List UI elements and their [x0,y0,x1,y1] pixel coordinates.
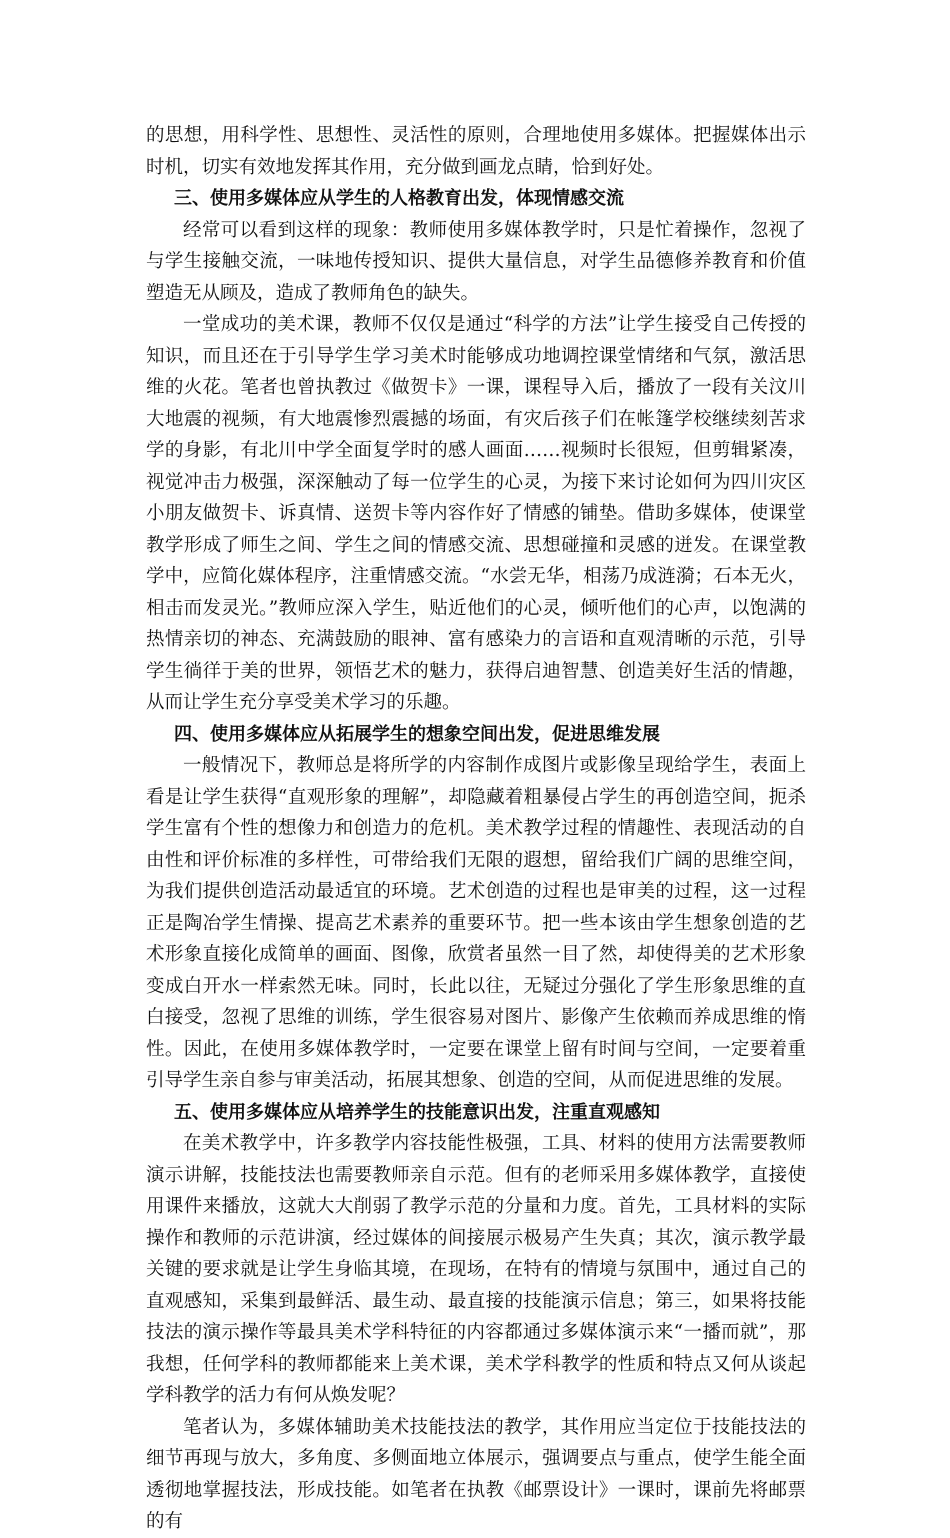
section-heading-5: 五、使用多媒体应从培养学生的技能意识出发，注重直观感知 [174,1101,660,1123]
document-page [146,120,806,1538]
paragraph-4-1: 一般情况下，教师总是将所学的内容制作成图片或影像呈现给学生，表面上看是让学生获得“直观形象的理解”，却隐藏着粗暴侵占学生的再创造空间，扼杀学生富有个性的想像力和创造力的危机。美术教学过程的情趣性、表现活动的自由性和评价标准的多样性，可带给我们无限的遐想，留给我们广阔的思维空间，为我们提供创造活动最适宜的环境。艺术创造的过程也是审美的过程，这一过程正是陶冶学生情操、提高艺术素养的重要环节。把一些本该由学生想象创造的艺术形象直接化成简单的画面、图像，欣赏者虽然一目了然，却使得美的艺术形象变成白开水一样索然无味。同时，长此以往，无疑过分强化了学生形象思维的直白接受，忽视了思维的训练，学生很容易对图片、影像产生依赖而养成思维的惰性。因此，在使用多媒体教学时，一定要在课堂上留有时间与空间，一定要着重引导学生亲自参与审美活动，拓展其想象、创造的空间，从而促进思维的发展。 [146,755,806,1091]
paragraph-3-2: 一堂成功的美术课，教师不仅仅是通过“科学的方法”让学生接受自己传授的知识，而且还在于引导学生学习美术时能够成功地调控课堂情绪和气氛，激活思维的火花。笔者也曾执教过《做贺卡》一课，课程导入后，播放了一段有关汶川大地震的视频，有大地震惨烈震撼的场面，有灾后孩子们在帐篷学校继续刻苦求学的身影，有北川中学全面复学时的感人画面……视频时长很短，但剪辑紧凑，视觉冲击力极强，深深触动了每一位学生的心灵，为接下来讨论如何为四川灾区小朋友做贺卡、诉真情、送贺卡等内容作好了情感的铺垫。借助多媒体，使课堂教学形成了师生之间、学生之间的情感交流、思想碰撞和灵感的迸发。在课堂教学中，应简化媒体程序，注重情感交流。“水尝无华，相荡乃成涟漪；石本无火，相击而发灵光。”教师应深入学生，贴近他们的心灵，倾听他们的心声，以饱满的热情亲切的神态、充满鼓励的眼神、富有感染力的言语和直观清晰的示范，引导学生徜徉于美的世界，领悟艺术的魅力，获得启迪智慧、创造美好生活的情趣，从而让学生充分享受美术学习的乐趣。 [146,314,806,713]
section-heading-4: 四、使用多媒体应从拓展学生的想象空间出发，促进思维发展 [174,723,660,745]
paragraph-5-2: 笔者认为，多媒体辅助美术技能技法的教学，其作用应当定位于技能技法的细节再现与放大，多角度、多侧面地立体展示，强调要点与重点，使学生能全面透彻地掌握技法，形成技能。如笔者在执教《邮票设计》一课时，课前先将邮票的有 [146,1416,806,1532]
paragraph-3-1: 经常可以看到这样的现象：教师使用多媒体教学时，只是忙着操作，忽视了与学生接触交流，一味地传授知识、提供大量信息，对学生品德修养教育和价值塑造无从顾及，造成了教师角色的缺失。 [146,219,806,304]
section-heading-3: 三、使用多媒体应从学生的人格教育出发，体现情感交流 [174,188,624,209]
paragraph-5-1: 在美术教学中，许多教学内容技能性极强，工具、材料的使用方法需要教师演示讲解，技能技法也需要教师亲自示范。但有的老师采用多媒体教学，直接使用课件来播放，这就大大削弱了教学示范的分量和力度。首先，工具材料的实际操作和教师的示范讲演，经过媒体的间接展示极易产生失真；其次，演示教学最关键的要求就是让学生身临其境，在现场，在特有的情境与氛围中，通过自己的直观感知，采集到最鲜活、最生动、最直接的技能演示信息；第三，如果将技能技法的演示操作等最具美术学科特征的内容都通过多媒体演示来“一播而就”，那我想，任何学科的教师都能来上美术课，美术学科教学的性质和特点又何从谈起学科教学的活力有何从焕发呢？ [146,1133,806,1406]
paragraph-intro: 的思想，用科学性、思想性、灵活性的原则，合理地使用多媒体。把握媒体出示时机，切实有效地发挥其作用，充分做到画龙点睛，恰到好处。 [146,125,806,178]
